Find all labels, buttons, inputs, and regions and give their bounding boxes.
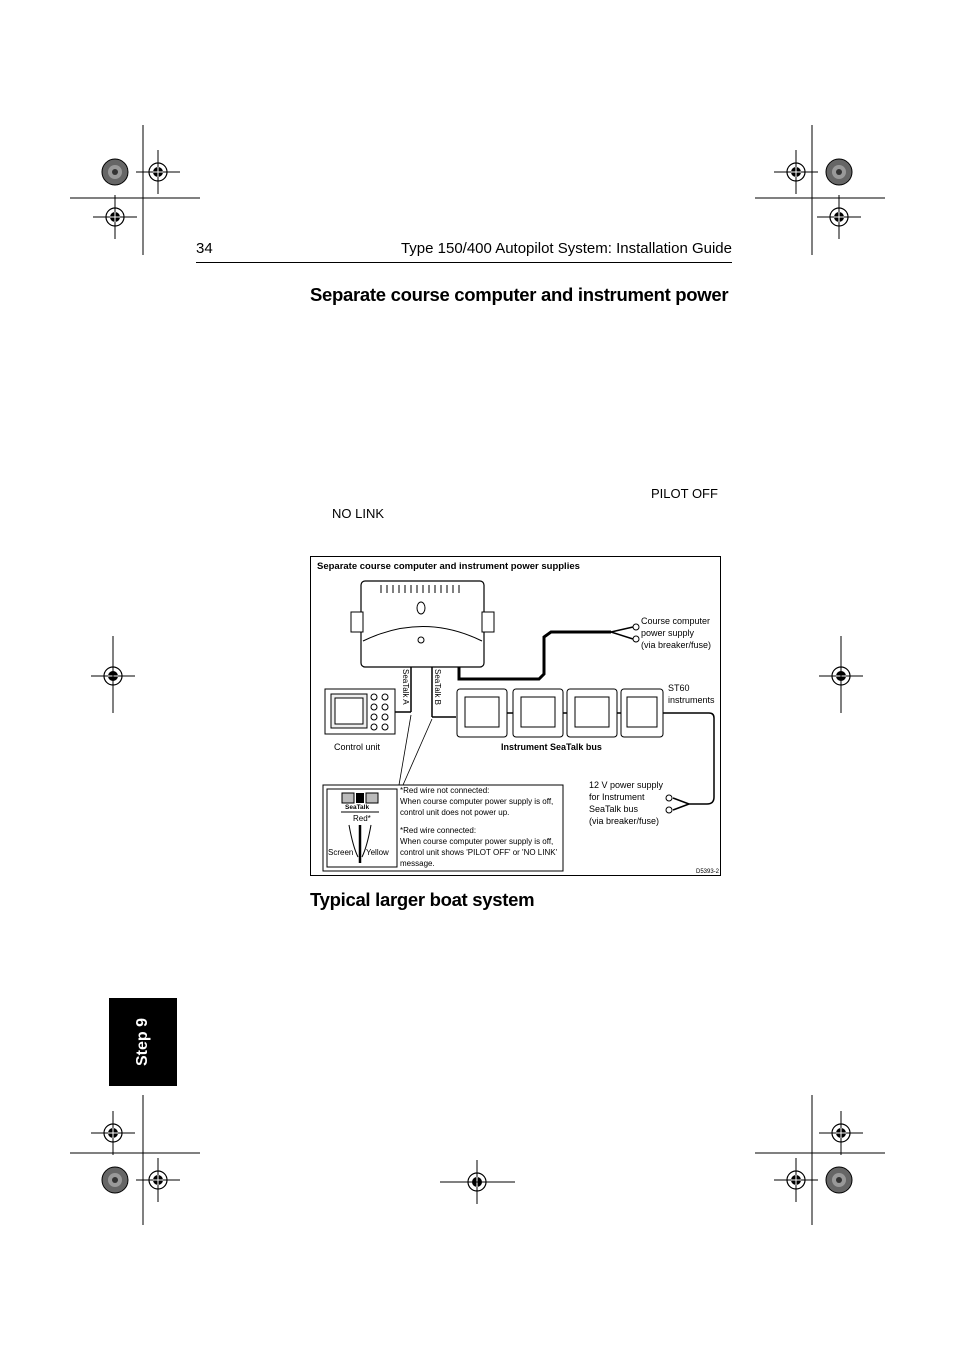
bus-label: Instrument SeaTalk bus (501, 742, 602, 752)
st60-label-1: ST60 (668, 683, 690, 693)
control-unit (325, 689, 395, 734)
wiring-diagram (311, 557, 722, 877)
inst-supply-label-4: (via breaker/fuse) (589, 816, 660, 826)
course-supply-label-2: power supply (641, 628, 695, 638)
running-head (196, 240, 732, 263)
section-heading-power: Separate course computer and instrument power (310, 284, 729, 305)
note2-line4: message. (400, 859, 435, 868)
note2-line1: *Red wire connected: (400, 826, 477, 835)
figure-title: Separate course computer and instrument power supplies (317, 561, 580, 572)
control-unit-label: Control unit (334, 742, 381, 752)
section-heading-larger-boat: Typical larger boat system (310, 889, 535, 910)
note2-line2: When course computer power supply is off, (400, 837, 554, 846)
course-supply-label-1: Course computer (641, 616, 711, 626)
note1-line1: *Red wire not connected: (400, 786, 490, 795)
red-wire-label: Red* (353, 814, 371, 823)
inst-supply-label-2: for Instrument (589, 792, 645, 802)
screen-wire-label: Screen (328, 848, 354, 857)
figure-code: D5393-2 (696, 869, 720, 875)
inst-supply-label-3: SeaTalk bus (589, 804, 639, 814)
seatalk-brand: SeaTalk (345, 804, 370, 811)
page-number: 34 (196, 240, 213, 257)
no-link-text: NO LINK (332, 506, 385, 521)
seatalk-a-label: SeaTalk A (401, 669, 410, 705)
course-computer (351, 581, 494, 667)
note1-line3: control unit does not power up. (400, 808, 510, 817)
note2-line3: control unit shows 'PILOT OFF' or 'NO LINK' (400, 848, 558, 857)
connector-detail (323, 785, 563, 871)
crop-lines-top-left (70, 125, 200, 255)
st60-label-2: instruments (668, 695, 715, 705)
wiring-diagram-figure (310, 556, 721, 876)
step-tab (109, 998, 177, 1086)
step-tab-label: Step 9 (134, 1017, 151, 1067)
course-supply-label-3: (via breaker/fuse) (641, 640, 712, 650)
pilot-off-text: PILOT OFF (651, 486, 718, 501)
yellow-wire-label: Yellow (366, 848, 389, 857)
inst-supply-label-1: 12 V power supply (589, 780, 664, 790)
note1-line2: When course computer power supply is off, (400, 797, 554, 806)
st60-instruments (457, 689, 663, 737)
document-title: Type 150/400 Autopilot System: Installation Guide (400, 240, 732, 257)
seatalk-b-label: SeaTalk B (433, 669, 442, 706)
